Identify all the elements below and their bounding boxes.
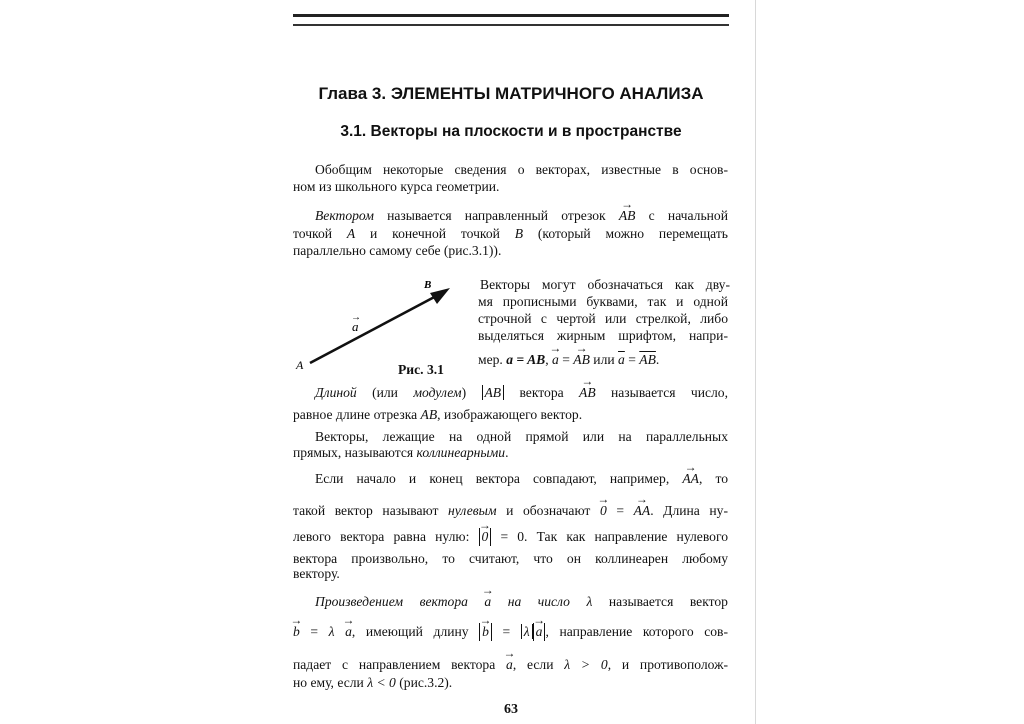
text-run: = bbox=[299, 624, 329, 639]
text-line bbox=[478, 327, 728, 345]
text-run: Если начало и конец вектора совпадают, например, bbox=[315, 471, 683, 486]
text-run: Обобщим некоторые сведения о векторах, известные в основ- bbox=[315, 162, 728, 177]
vector-notation: → a bbox=[484, 593, 491, 611]
vector-notation: → a bbox=[533, 623, 546, 641]
text-run: с начальной bbox=[635, 208, 729, 223]
text-line bbox=[293, 225, 728, 243]
text-line bbox=[478, 293, 728, 311]
text-line bbox=[293, 384, 728, 402]
text-line bbox=[293, 207, 728, 225]
text-run: ном из школьного курса геометрии. bbox=[293, 179, 500, 194]
text-line bbox=[293, 623, 728, 641]
vector-notation: → a bbox=[345, 623, 352, 641]
page-edge bbox=[755, 0, 756, 724]
point-a-label: A bbox=[296, 358, 304, 372]
text-line bbox=[293, 470, 728, 488]
math-notation: B bbox=[514, 226, 524, 241]
text-run: , если bbox=[512, 657, 565, 672]
text-run: = bbox=[558, 352, 574, 367]
math-notation: λ bbox=[586, 594, 593, 609]
text-run: Векторы, лежащие на одной прямой или на параллельных bbox=[315, 429, 728, 444]
emphasized-term: на число bbox=[491, 594, 587, 609]
text-line bbox=[293, 528, 728, 546]
vector-notation: → a bbox=[506, 656, 513, 674]
text-run: , направление которого сов- bbox=[545, 624, 728, 639]
text-line bbox=[478, 276, 730, 294]
header-rule-bottom bbox=[293, 24, 729, 26]
vector-notation: → AB bbox=[573, 351, 590, 369]
math-notation: $\overline{a}$ bbox=[618, 352, 625, 367]
text-run: = bbox=[624, 352, 640, 367]
text-run: , bbox=[545, 352, 553, 367]
text-run: . bbox=[655, 352, 660, 367]
text-run: вектору. bbox=[293, 566, 340, 581]
figure-caption: Рис. 3.1 bbox=[398, 362, 444, 377]
text-line bbox=[293, 502, 728, 520]
section-title: 3.1. Векторы на плоскости и в пространстве bbox=[340, 123, 682, 140]
emphasized-term: коллинеарными bbox=[416, 445, 506, 460]
vector-notation: → AA bbox=[682, 470, 699, 488]
text-run: такой вектор называют bbox=[293, 503, 449, 518]
text-run: , изображающего вектор. bbox=[437, 407, 583, 422]
vector-notation: → b bbox=[293, 623, 300, 641]
text-run: , и противополож- bbox=[607, 657, 728, 672]
arrowhead-icon bbox=[430, 288, 450, 304]
text-run: , то bbox=[698, 471, 728, 486]
math-notation: A bbox=[346, 226, 356, 241]
text-run: называется вектор bbox=[592, 594, 728, 609]
header-rule-top bbox=[293, 14, 729, 17]
text-line bbox=[293, 242, 728, 260]
text-line bbox=[293, 444, 728, 462]
text-run: ) bbox=[461, 385, 482, 400]
text-run: мя прописными буквами, так и одной bbox=[478, 294, 728, 309]
text-run: точкой bbox=[293, 226, 347, 241]
text-line bbox=[293, 406, 728, 424]
text-run: Векторы могут обозначаться как дву- bbox=[480, 277, 730, 292]
text-line bbox=[293, 161, 728, 179]
text-run: строчной с чертой или стрелкой, либо bbox=[478, 311, 728, 326]
text-run: . Длина ну- bbox=[650, 503, 728, 518]
math-notation: λ bbox=[521, 624, 533, 639]
vector-notation: → b bbox=[479, 623, 492, 641]
text-line bbox=[293, 656, 728, 674]
text-run: и конечной точкой bbox=[355, 226, 515, 241]
text-run: называется направленный отрезок bbox=[373, 208, 619, 223]
text-line bbox=[478, 351, 728, 369]
vector-notation: → 0 bbox=[479, 528, 492, 546]
text-run: , имеющий длину bbox=[351, 624, 480, 639]
text-run: выделяться жирным шрифтом, напри- bbox=[478, 328, 728, 343]
emphasized-term: Длиной bbox=[315, 385, 357, 400]
figure-vector-ab bbox=[290, 275, 460, 375]
text-run: мер. bbox=[478, 352, 507, 367]
page-number: 63 bbox=[504, 702, 518, 717]
text-run: или bbox=[589, 352, 619, 367]
emphasized-term: модулем bbox=[413, 385, 462, 400]
text-run: (который можно перемещать bbox=[523, 226, 728, 241]
math-notation: $\overline{AB}$ bbox=[639, 352, 656, 367]
text-run: . bbox=[505, 445, 509, 460]
text-run: (рис.3.2). bbox=[395, 675, 453, 690]
text-run: называется число, bbox=[595, 385, 728, 400]
math-notation: λ bbox=[328, 624, 346, 639]
text-run: = bbox=[606, 503, 634, 518]
text-run: = 0. Так как направление нулевого bbox=[491, 529, 728, 544]
text-run: и обозначают bbox=[496, 503, 600, 518]
text-run: = bbox=[491, 624, 521, 639]
emphasized-term: a = AB bbox=[506, 352, 546, 367]
emphasized-term: нулевым bbox=[448, 503, 497, 518]
text-line bbox=[293, 565, 728, 583]
emphasized-term: Произведением вектора bbox=[315, 594, 485, 609]
text-run: параллельно самому себе (рис.3.1)). bbox=[293, 243, 502, 258]
text-run: равное длине отрезка bbox=[293, 407, 421, 422]
point-b-label: B bbox=[424, 279, 432, 291]
text-run: левого вектора равна нулю: bbox=[293, 529, 479, 544]
text-run: прямых, называются bbox=[293, 445, 417, 460]
vector-notation: → AB bbox=[579, 384, 596, 402]
text-line bbox=[293, 593, 728, 611]
math-notation: λ > 0 bbox=[564, 657, 608, 672]
emphasized-term: Вектором bbox=[315, 208, 374, 223]
text-line bbox=[293, 178, 728, 196]
vector-notation: → a bbox=[552, 351, 559, 369]
vector-notation: → AA bbox=[634, 502, 651, 520]
vector-a-label: a bbox=[352, 319, 359, 334]
text-run: падает с направлением вектора bbox=[293, 657, 507, 672]
vector-notation: → 0 bbox=[600, 502, 607, 520]
text-line bbox=[293, 674, 728, 692]
text-run: но ему, если bbox=[293, 675, 368, 690]
chapter-title: Глава 3. ЭЛЕМЕНТЫ МАТРИЧНОГО АНАЛИЗА bbox=[318, 84, 704, 103]
vector-notation: → AB bbox=[619, 207, 636, 225]
text-run: вектора bbox=[504, 385, 580, 400]
vector-arrow-icon: → bbox=[351, 312, 361, 323]
vector-line bbox=[310, 294, 440, 363]
text-run: вектора произвольно, то считают, что он коллинеарен любому bbox=[293, 551, 728, 566]
text-line bbox=[478, 310, 728, 328]
math-notation: AB bbox=[420, 407, 438, 422]
math-notation: AB bbox=[482, 385, 505, 400]
math-notation: λ < 0 bbox=[367, 675, 396, 690]
text-run: (или bbox=[356, 385, 414, 400]
